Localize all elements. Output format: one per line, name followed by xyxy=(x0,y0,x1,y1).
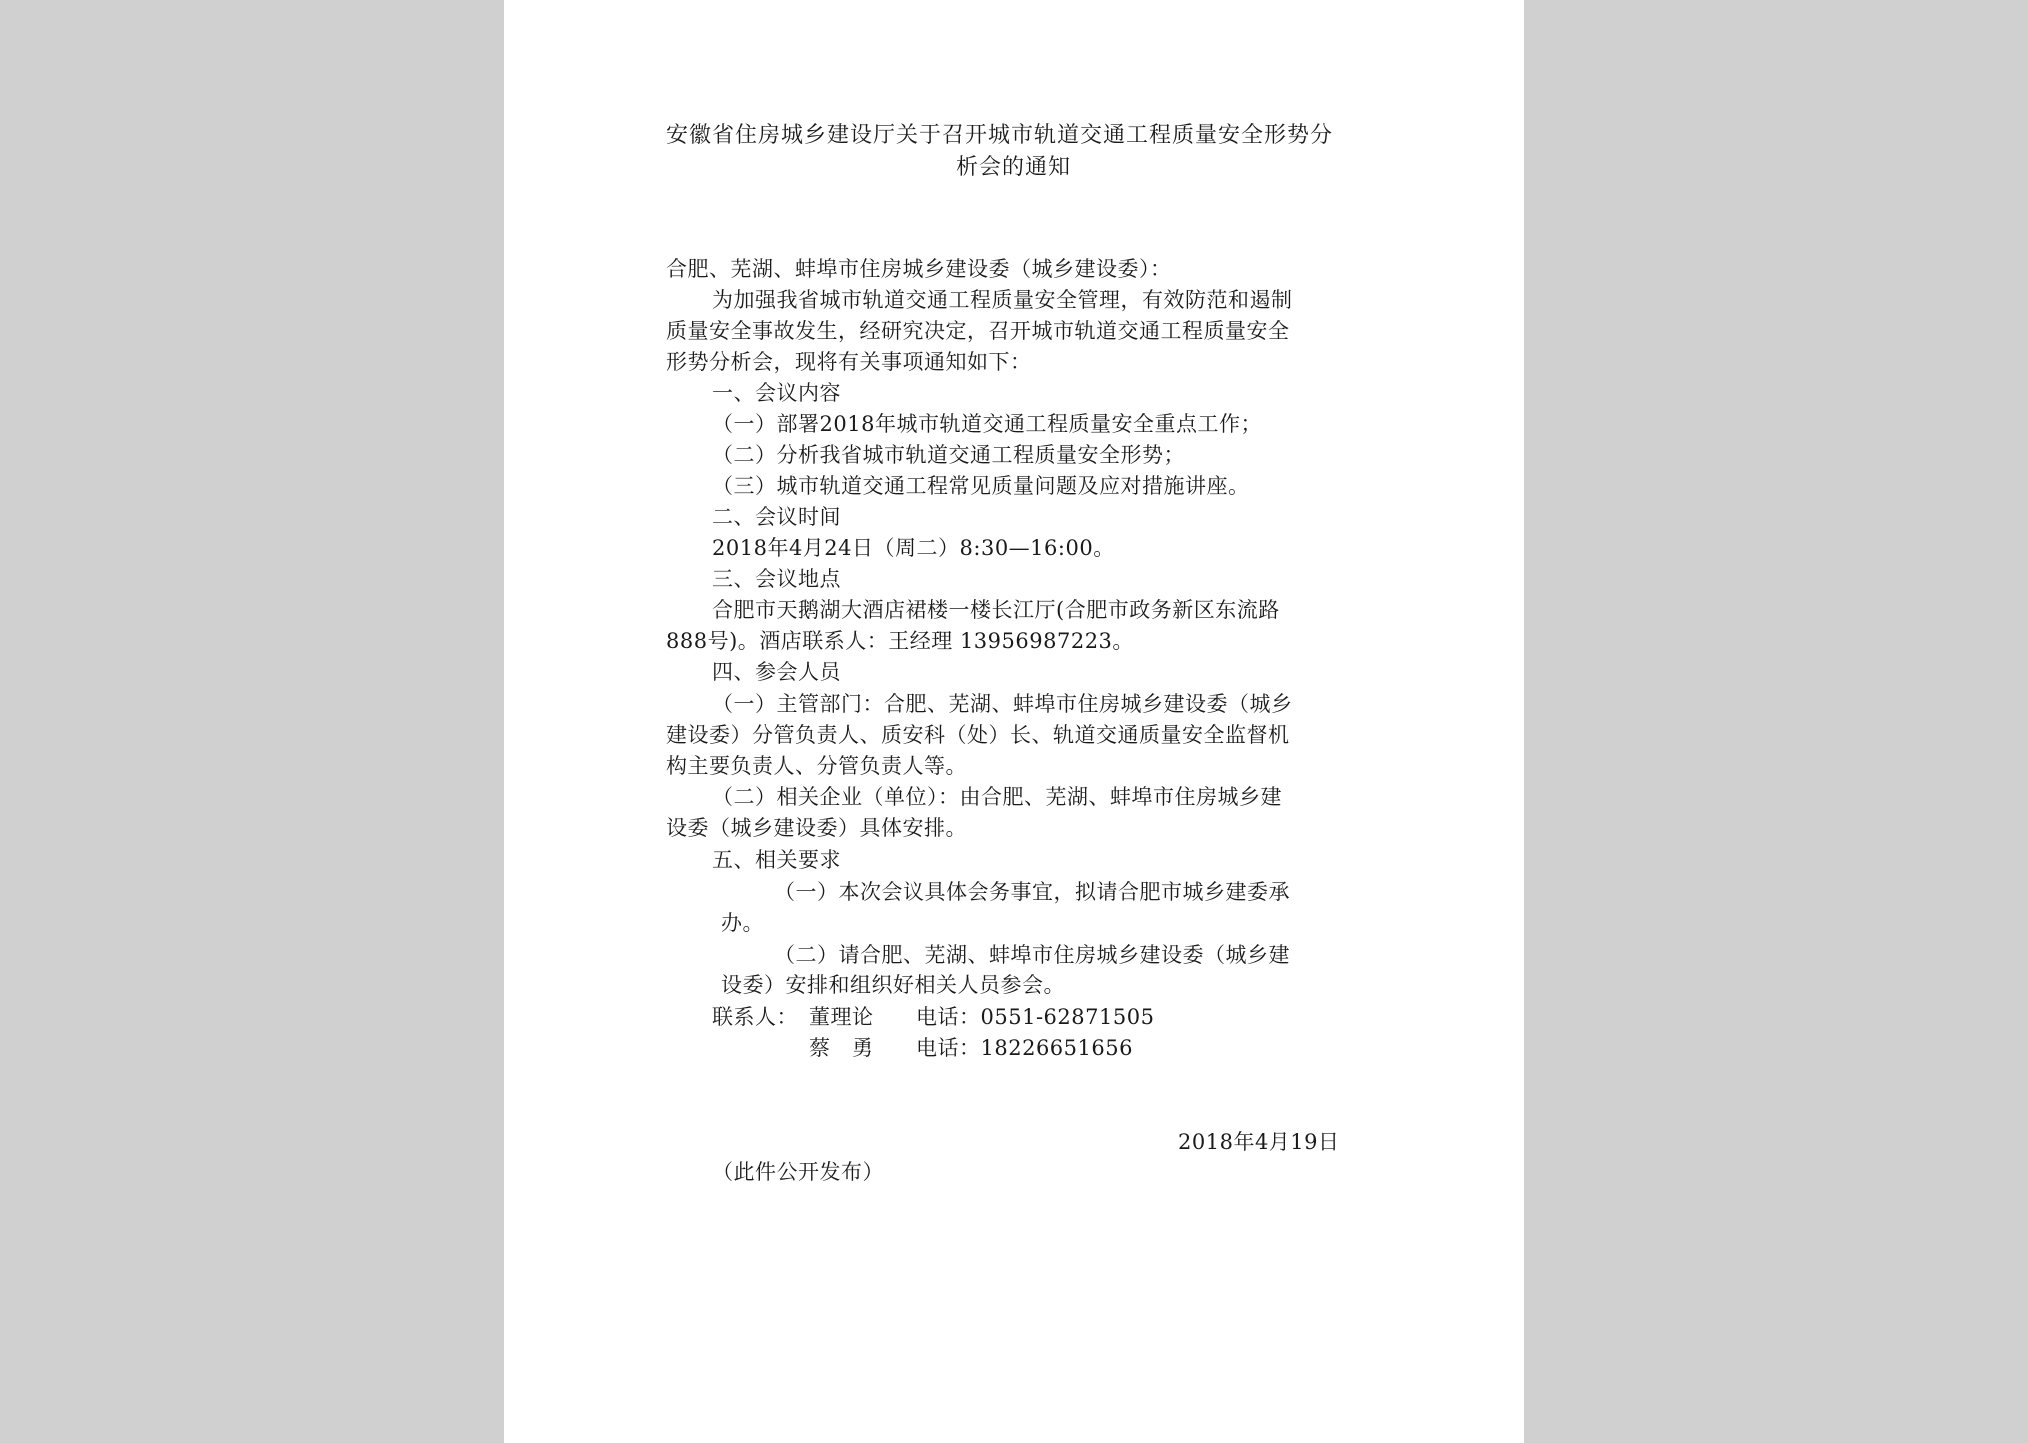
requirements-item1-line-1: （一）本次会议具体会务事宜，拟请合肥市城乡建委承 xyxy=(774,880,1290,904)
content-item-3: （三）城市轨道交通工程常见质量问题及应对措施讲座。 xyxy=(712,474,1250,498)
intro-line-3: 形势分析会，现将有关事项通知如下： xyxy=(666,350,1032,374)
place-line-1: 合肥市天鹅湖大酒店裙楼一楼长江厅(合肥市政务新区东流路 xyxy=(712,598,1280,622)
section-attendees-heading: 四、参会人员 xyxy=(712,660,841,684)
attendees-item1-line-2: 建设委）分管负责人、质安科（处）长、轨道交通质量安全监督机 xyxy=(666,723,1290,747)
attendees-item2-line-1: （二）相关企业（单位）：由合肥、芜湖、蚌埠市住房城乡建 xyxy=(712,785,1282,809)
section-content-heading: 一、会议内容 xyxy=(712,381,841,405)
content-item-1: （一）部署2018年城市轨道交通工程质量安全重点工作； xyxy=(712,412,1262,436)
requirements-item2-line-1: （二）请合肥、芜湖、蚌埠市住房城乡建设委（城乡建 xyxy=(774,943,1290,967)
content-item-2: （二）分析我省城市轨道交通工程质量安全形势； xyxy=(712,443,1185,467)
intro-line-1: 为加强我省城市轨道交通工程质量安全管理，有效防范和遏制 xyxy=(712,288,1293,312)
publish-note: （此件公开发布） xyxy=(712,1160,884,1184)
requirements-item1-line-2: 办。 xyxy=(721,911,764,935)
section-place-heading: 三、会议地点 xyxy=(712,567,841,591)
meeting-time: 2018年4月24日（周二）8:30—16:00。 xyxy=(712,536,1115,560)
salutation: 合肥、芜湖、蚌埠市住房城乡建设委（城乡建设委）： xyxy=(666,257,1172,281)
issue-date: 2018年4月19日 xyxy=(1178,1130,1340,1154)
contact-tel-2: 电话：18226651656 xyxy=(916,1036,1133,1060)
section-requirements-heading: 五、相关要求 xyxy=(712,848,841,872)
attendees-item2-line-2: 设委（城乡建设委）具体安排。 xyxy=(666,816,967,840)
title-line-2: 析会的通知 xyxy=(956,155,1072,180)
contact-name-2: 蔡 勇 xyxy=(809,1036,874,1060)
place-line-2: 888号)。酒店联系人：王经理 13956987223。 xyxy=(666,629,1134,653)
contacts-label: 联系人： xyxy=(712,1005,798,1029)
title-line-1: 安徽省住房城乡建设厅关于召开城市轨道交通工程质量安全形势分 xyxy=(666,123,1334,148)
contact-name-1: 董理论 xyxy=(809,1005,874,1029)
intro-line-2: 质量安全事故发生，经研究决定，召开城市轨道交通工程质量安全 xyxy=(666,319,1290,343)
requirements-item2-line-2: 设委）安排和组织好相关人员参会。 xyxy=(721,973,1065,997)
section-time-heading: 二、会议时间 xyxy=(712,505,841,529)
attendees-item1-line-1: （一）主管部门：合肥、芜湖、蚌埠市住房城乡建设委（城乡 xyxy=(712,692,1293,716)
attendees-item1-line-3: 构主要负责人、分管负责人等。 xyxy=(666,754,967,778)
contact-tel-1: 电话：0551-62871505 xyxy=(916,1005,1155,1029)
document-page xyxy=(504,0,1524,1443)
